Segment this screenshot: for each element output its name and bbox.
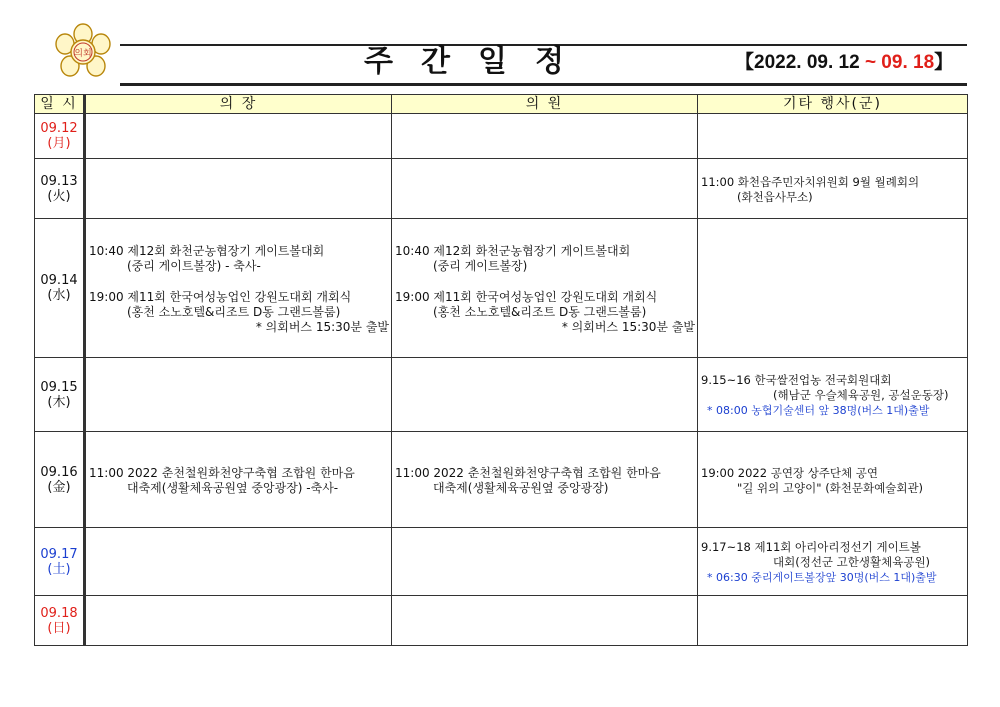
council-chair-cell [85,114,392,159]
event-title: 9.15~16 한국쌀전업농 전국회원대회 [701,373,892,387]
event-note: * 의회버스 15:30분 출발 [255,319,389,334]
event-location: (중리 게이트볼장) - 축사- [127,258,261,273]
date-text: 09.15 [40,379,78,395]
date-text: 09.16 [40,464,78,480]
event-note: * 06:30 중리게이트볼장앞 30명(버스 1대)출발 [707,571,937,584]
event-entry [392,242,697,274]
council-chair-cell [85,219,392,358]
date-text: 09.17 [40,546,78,562]
event-entry [86,288,391,335]
event-title: 9.17~18 제11회 아리아리정선기 게이트볼 [701,540,921,554]
weekday-text: (金) [47,479,71,495]
event-note: * 08:00 농협기술센터 앞 38명(버스 1대)출발 [707,404,930,417]
event-entry [698,464,967,496]
logo-text: 의회 [74,49,92,59]
event-entry [698,371,967,418]
schedule-period [735,50,953,76]
table-row [35,219,968,358]
weekday-text: (月) [47,136,71,151]
table-row [35,358,968,432]
date-cell [35,596,85,646]
date-cell [35,358,85,432]
council-member-cell [392,114,698,159]
column-header-council-chair: 의 장 [85,95,392,114]
weekday-text: (火) [47,188,71,204]
other-events-cell [698,596,968,646]
date-cell [35,432,85,528]
event-location: (화천읍사무소) [737,189,813,204]
date-text: 09.13 [40,173,78,189]
event-entry [86,242,391,274]
other-events-cell [698,159,968,219]
event-title: 11:00 2022 춘천철원화천양구축협 조합원 한마음 [395,465,661,480]
other-events-cell [698,114,968,159]
event-title: 11:00 화천읍주민자치위원회 9월 월례회의 [701,174,920,189]
date-cell [35,114,85,159]
council-chair-cell [85,528,392,596]
table-row [35,596,968,646]
event-location: 대축제(생활체육공원옆 중앙광장) -축사- [127,480,339,495]
council-chair-cell [85,159,392,219]
weekday-text: (土) [47,561,71,577]
period-end: ~ 09. 18 [864,52,935,73]
event-location: 대축제(생활체육공원옆 중앙광장) [433,480,609,495]
other-events-cell [698,432,968,528]
event-title: 19:00 제11회 한국여성농업인 강원도대회 개회식 [395,289,658,304]
table-row [35,114,968,159]
council-emblem-logo [50,22,116,82]
event-title: 11:00 2022 춘천철원화천양구축협 조합원 한마음 [89,465,355,480]
period-start: 【2022. 09. 12 [735,52,865,73]
weekday-text: (木) [47,394,71,410]
column-header-date: 일 시 [35,95,85,114]
event-location: (홍천 소노호텔&리조트 D동 그랜드볼룸) [433,304,647,319]
event-location: "길 위의 고양이" (화천문화예술회관) [737,480,924,495]
event-location: (해남군 우슬체육공원, 공설운동장) [773,388,949,402]
date-text: 09.18 [40,605,78,621]
other-events-cell [698,528,968,596]
weekday-text: (水) [47,288,71,303]
page-title: 주간일정 [364,44,592,79]
column-header-other-events: 기타 행사(군) [698,95,968,114]
table-row [35,432,968,528]
event-location: 대회(정선군 고한생활체육공원) [773,555,931,569]
event-title: 19:00 제11회 한국여성농업인 강원도대회 개회식 [89,289,352,304]
other-events-cell [698,219,968,358]
event-location: (중리 게이트볼장) [433,258,528,273]
weekday-text: (日) [47,620,71,636]
council-member-cell [392,159,698,219]
table-header-row [35,95,968,114]
date-cell [35,219,85,358]
event-location: (홍천 소노호텔&리조트 D동 그랜드볼룸) [127,304,341,319]
table-row [35,159,968,219]
council-member-cell [392,219,698,358]
council-member-cell [392,432,698,528]
council-member-cell [392,358,698,432]
event-entry [698,538,967,585]
council-member-cell [392,528,698,596]
council-chair-cell [85,596,392,646]
date-text: 09.12 [40,121,78,136]
column-header-council-member: 의 원 [392,95,698,114]
other-events-cell [698,358,968,432]
event-title: 10:40 제12회 화천군농협장기 게이트볼대회 [395,243,631,258]
event-entry [392,464,697,496]
council-member-cell [392,596,698,646]
period-close-bracket: 】 [934,52,954,73]
date-text: 09.14 [40,273,78,288]
event-note: * 의회버스 15:30분 출발 [561,319,695,334]
event-title: 10:40 제12회 화천군농협장기 게이트볼대회 [89,243,325,258]
weekly-schedule-table [34,94,968,646]
council-chair-cell [85,432,392,528]
council-chair-cell [85,358,392,432]
event-entry [86,464,391,496]
event-entry [698,173,967,205]
date-cell [35,159,85,219]
date-cell [35,528,85,596]
table-row [35,528,968,596]
event-entry [392,288,697,335]
event-title: 19:00 2022 공연장 상주단체 공연 [701,465,879,480]
